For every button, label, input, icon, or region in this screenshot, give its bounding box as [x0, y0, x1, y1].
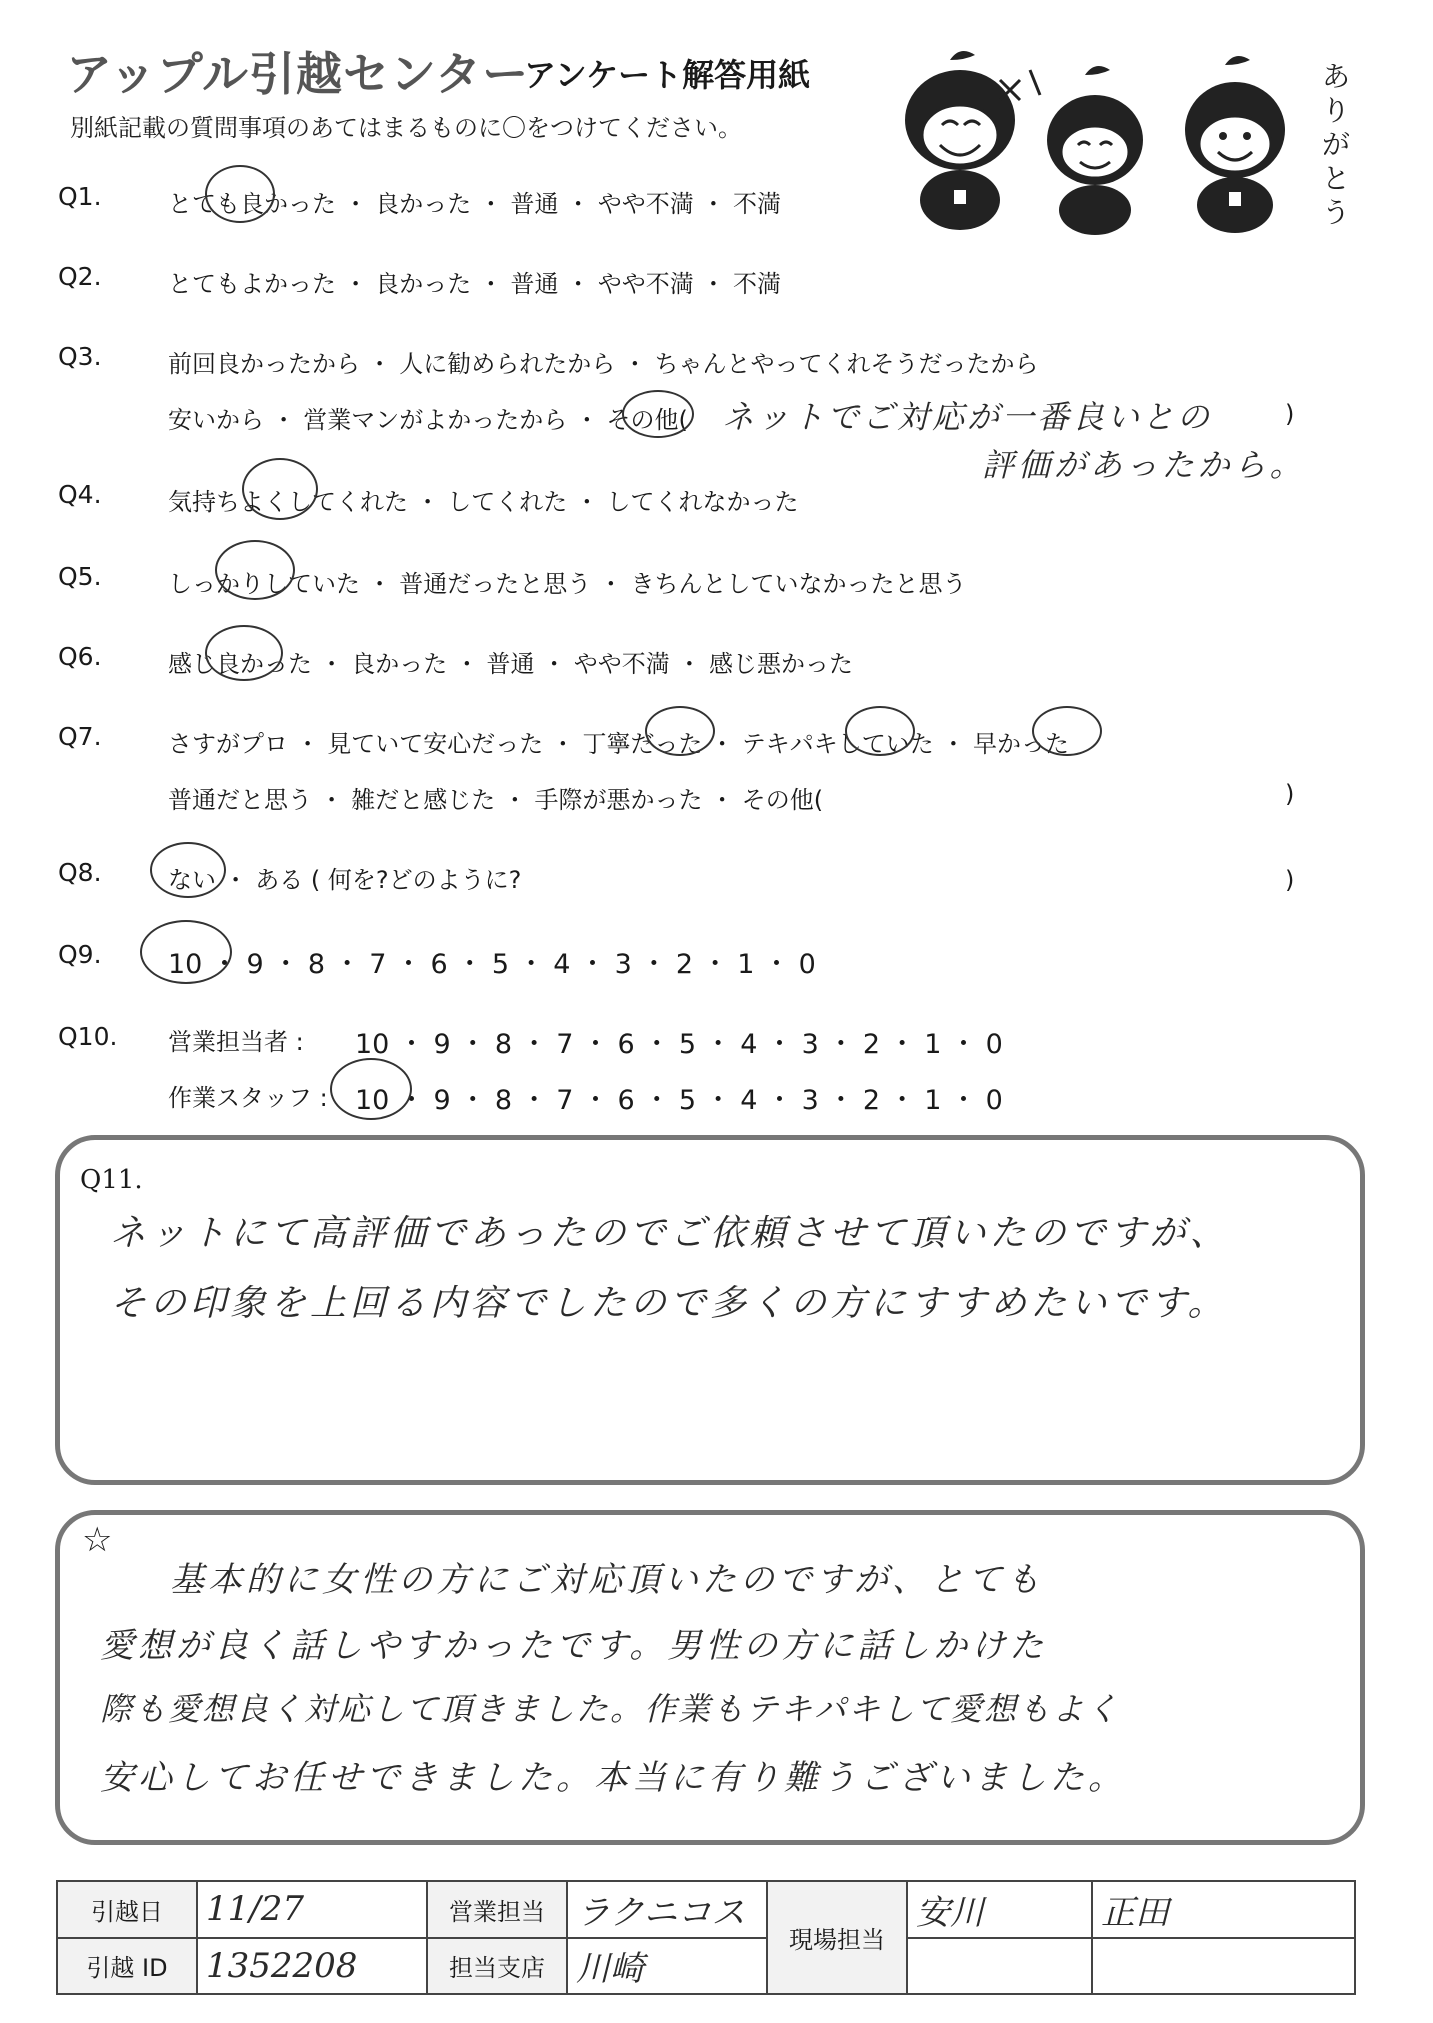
move-date-value: 11/27 — [197, 1881, 427, 1938]
document-title: アンケート解答用紙 — [524, 56, 811, 94]
sales-rep-label: 営業担当 — [427, 1881, 567, 1938]
q3-close-paren: ) — [1285, 400, 1295, 428]
q3-options-line1[interactable]: 前回良かったから ・ 人に勧められたから ・ ちゃんとやってくれそうだったから — [168, 350, 1039, 378]
extra-comment-line1: 基本的に女性の方にご対応頂いたのですが、とても — [170, 1560, 1044, 1600]
instructions: 別紙記載の質問事項のあてはまるものに〇をつけてください。 — [70, 114, 742, 142]
q3-handwritten-line1: ネットでご対応が一番良いとの — [722, 398, 1213, 436]
q10-sales-label: 営業担当者 : — [168, 1028, 304, 1056]
q2-label: Q2. — [58, 262, 102, 291]
footer-info-table — [56, 1880, 1356, 1995]
q8-options[interactable]: ない ・ ある ( 何を?どのように? — [168, 866, 522, 894]
star-icon: ☆ — [82, 1520, 113, 1560]
q5-label: Q5. — [58, 562, 102, 591]
q4-label: Q4. — [58, 480, 102, 509]
q1-label: Q1. — [58, 182, 102, 211]
move-date-label: 引越日 — [57, 1881, 197, 1938]
mascot-left — [905, 51, 1015, 230]
q5-options[interactable]: しっかりしていた ・ 普通だったと思う ・ きちんとしていなかったと思う — [168, 570, 967, 598]
mascot-caption: ありがとう — [1322, 60, 1351, 229]
q4-options[interactable]: 気持ちよくしてくれた ・ してくれた ・ してくれなかった — [168, 488, 799, 516]
q3-handwritten-line2: 評価があったから。 — [982, 446, 1306, 484]
move-id-value: 1352208 — [197, 1938, 427, 1995]
mascot-illustration — [880, 40, 1350, 240]
q1-options[interactable]: とても良かった ・ 良かった ・ 普通 ・ やや不満 ・ 不満 — [168, 190, 782, 218]
q10-label: Q10. — [58, 1022, 118, 1051]
branch-label: 担当支店 — [427, 1938, 567, 1995]
q8-close-paren: ) — [1285, 866, 1295, 894]
q10-staff-scale[interactable]: 10 ・ 9 ・ 8 ・ 7 ・ 6 ・ 5 ・ 4 ・ 3 ・ 2 ・ 1 ・ 0 — [355, 1085, 1003, 1116]
sales-rep-value: ラクニコス — [567, 1881, 767, 1938]
extra-comment-line2: 愛想が良く話しやすかったです。男性の方に話しかけた — [100, 1626, 1048, 1666]
q11-label: Q11. — [80, 1165, 143, 1195]
q7-close-paren: ) — [1285, 780, 1295, 808]
q7-label: Q7. — [58, 722, 102, 751]
q3-label: Q3. — [58, 342, 102, 371]
extra-comment-line4: 安心してお任せできました。本当に有り難うございました。 — [100, 1758, 1126, 1798]
q7-options-line1[interactable]: さすがプロ ・ 見ていて安心だった ・ 丁寧だった ・ テキパキしていた ・ 早かった — [168, 730, 1070, 758]
site-rep-label: 現場担当 — [767, 1881, 907, 1994]
q8-label: Q8. — [58, 858, 102, 887]
q6-options[interactable]: 感じ良かった ・ 良かった ・ 普通 ・ やや不満 ・ 感じ悪かった — [168, 650, 854, 678]
q7-options-line2[interactable]: 普通だと思う ・ 雑だと感じた ・ 手際が悪かった ・ その他( — [168, 786, 824, 814]
site-rep-empty-cell-1 — [907, 1938, 1092, 1995]
brand-logo-text: アップル引越センター — [66, 47, 530, 101]
extra-comment-line3: 際も愛想良く対応して頂きました。作業もテキパキして愛想もよく — [100, 1690, 1121, 1728]
q9-label: Q9. — [58, 940, 102, 969]
q6-label: Q6. — [58, 642, 102, 671]
q3-options-line2[interactable]: 安いから ・ 営業マンがよかったから ・ その他( — [168, 406, 688, 434]
mascot-middle — [1000, 66, 1143, 235]
q11-comment-line2: その印象を上回る内容でしたので多くの方にすすめたいです。 — [110, 1283, 1228, 1324]
q10-sales-scale[interactable]: 10 ・ 9 ・ 8 ・ 7 ・ 6 ・ 5 ・ 4 ・ 3 ・ 2 ・ 1 ・ 0 — [355, 1029, 1003, 1060]
move-id-label: 引越 ID — [57, 1938, 197, 1995]
site-rep-empty-cell-2 — [1092, 1938, 1355, 1995]
site-rep-value-1: 安川 — [907, 1881, 1092, 1938]
q2-options[interactable]: とてもよかった ・ 良かった ・ 普通 ・ やや不満 ・ 不満 — [168, 270, 782, 298]
q10-staff-label: 作業スタッフ : — [168, 1084, 328, 1112]
q9-scale[interactable]: 10 ・ 9 ・ 8 ・ 7 ・ 6 ・ 5 ・ 4 ・ 3 ・ 2 ・ 1 ・ 0 — [168, 949, 816, 980]
branch-value: 川崎 — [567, 1938, 767, 1995]
q11-comment-line1: ネットにて高評価であったのでご依頼させて頂いたのですが、 — [110, 1213, 1230, 1254]
mascot-right — [1185, 56, 1285, 233]
site-rep-value-2: 正田 — [1092, 1881, 1355, 1938]
